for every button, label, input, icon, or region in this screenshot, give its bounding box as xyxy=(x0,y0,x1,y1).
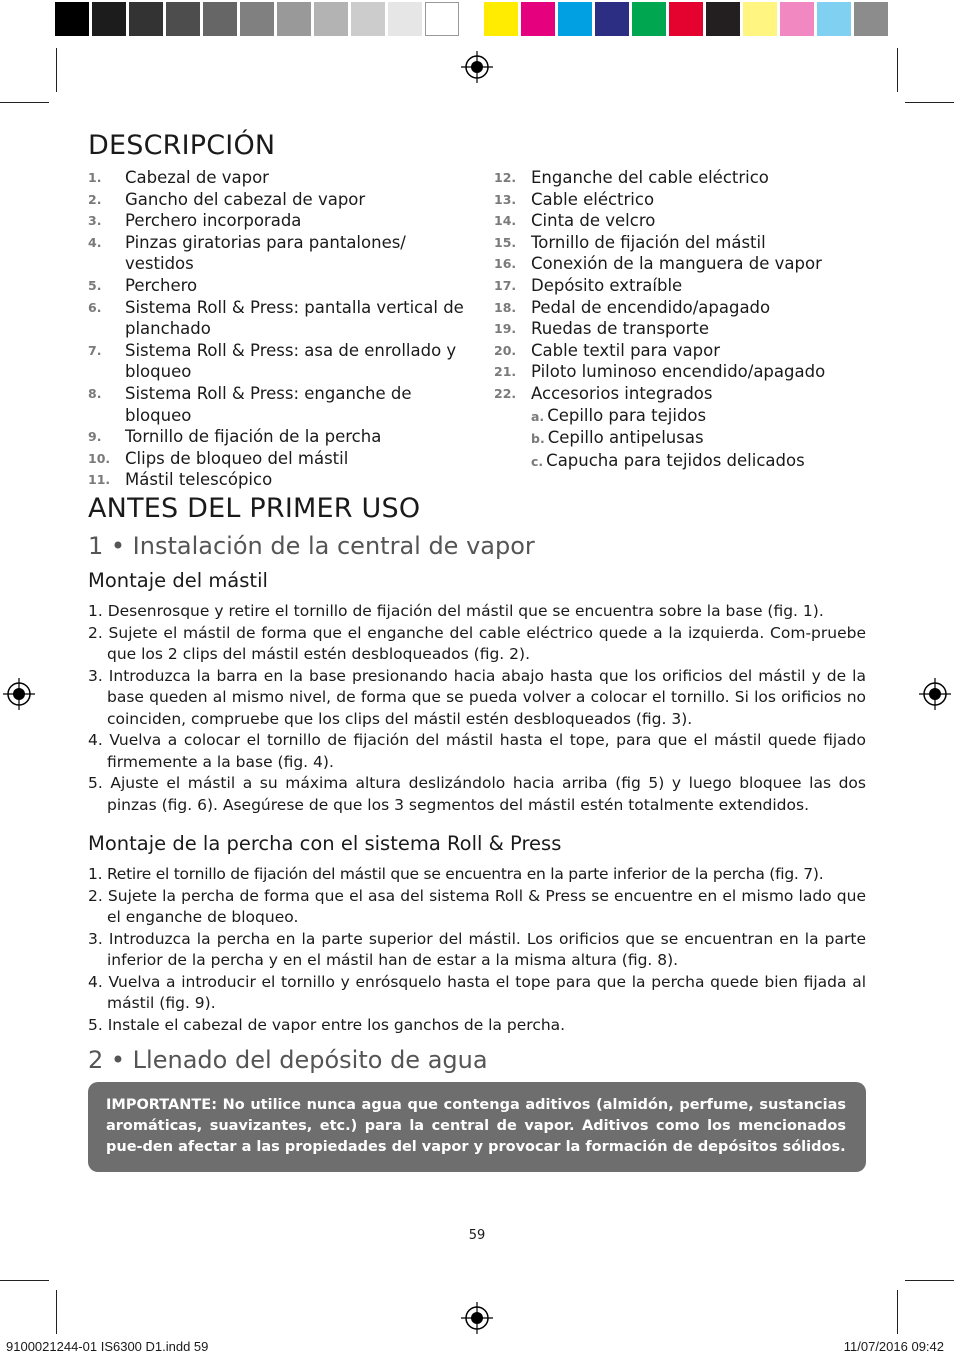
crop-mark xyxy=(0,102,49,103)
step-paragraph: 1. Desenrosque y retire el tornillo de fijación del mástil que se encuentra sobre la base (fig. 1). xyxy=(88,602,824,620)
crop-mark xyxy=(56,1290,57,1334)
color-swatch xyxy=(669,2,703,36)
list-item xyxy=(88,275,468,297)
item-number: 16. xyxy=(494,256,517,272)
accessory-letter: c. xyxy=(531,453,544,469)
list-item xyxy=(494,232,874,254)
step-paragraph: 2. Sujete la percha de forma que el asa del sistema Roll & Press se encuentre en el mismo lado que el enganche de bloqueo. xyxy=(88,886,866,926)
important-notice: IMPORTANTE: No utilice nunca agua que contenga aditivos (almidón, perfume, sustancias aromáticas, suavizantes, etc.) para la central de vapor. Aditivos como los mencionados pue-den afectar a las propiedades del vapor y provocar la formación de depósitos sólidos. xyxy=(88,1082,866,1172)
list-item xyxy=(494,210,874,232)
crop-mark xyxy=(56,48,57,92)
accessory-letter: a. xyxy=(531,408,545,424)
item-number: 22. xyxy=(494,385,517,401)
parts-list-left xyxy=(88,167,468,491)
step-paragraph: 3. Introduzca la barra en la base presionando hacia abajo hasta que los orificios del mástil y de la base queden al mismo nivel, de forma que se pueda volver a colocar el tornillo. Si los orificios no coinciden, compruebe que los clips del mástil estén desbloqueados (fig. 3). xyxy=(88,666,866,728)
color-swatch xyxy=(780,2,814,36)
color-swatch xyxy=(55,2,89,36)
accessory-item xyxy=(494,427,874,450)
color-swatch xyxy=(425,2,459,36)
color-swatch xyxy=(743,2,777,36)
list-item xyxy=(88,210,468,232)
item-number: 8. xyxy=(88,385,102,401)
item-label: Gancho del cabezal de vapor xyxy=(125,189,366,209)
accessory-item xyxy=(494,405,874,428)
color-swatch xyxy=(129,2,163,36)
section-title-descripcion: DESCRIPCIÓN xyxy=(88,130,276,161)
item-number: 4. xyxy=(88,234,102,250)
list-item xyxy=(494,253,874,275)
item-number: 20. xyxy=(494,342,517,358)
item-number: 6. xyxy=(88,299,102,315)
item-label: Tornillo de fijación del mástil xyxy=(531,232,766,252)
accessory-item xyxy=(494,450,874,473)
step-paragraph: 5. Ajuste el mástil a su máxima altura deslizándolo hacia arriba (fig 5) y luego bloquee las dos pinzas (fig. 6). Asegúrese de que los 3 segmentos del mástil estén totalmente extendidos. xyxy=(88,774,866,814)
subsection-title-instalacion: 1 • Instalación de la central de vapor xyxy=(88,532,535,560)
color-swatch xyxy=(854,2,888,36)
color-swatch xyxy=(351,2,385,36)
registration-mark-icon xyxy=(461,51,493,83)
crop-mark xyxy=(897,48,898,92)
item-label: Pinzas giratorias para pantalones/ vestidos xyxy=(125,232,406,274)
registration-mark-icon xyxy=(461,1302,493,1334)
list-item xyxy=(88,448,468,470)
list-item xyxy=(88,189,468,211)
item-number: 12. xyxy=(494,170,517,185)
heading-montaje-percha: Montaje de la percha con el sistema Roll & Press xyxy=(88,832,562,855)
step-paragraph: 1. Retire el tornillo de fijación del mástil que se encuentra en la parte inferior de la percha (fig. 7). xyxy=(88,865,824,883)
color-swatch xyxy=(484,2,518,36)
item-label: Cable eléctrico xyxy=(531,189,655,209)
color-swatch xyxy=(203,2,237,36)
color-swatch xyxy=(706,2,740,36)
color-swatch xyxy=(92,2,126,36)
color-swatch xyxy=(817,2,851,36)
registration-mark-icon xyxy=(3,678,35,710)
list-item xyxy=(494,318,874,340)
page-number: 59 xyxy=(468,1228,486,1243)
item-number: 1. xyxy=(88,170,102,185)
color-swatch xyxy=(558,2,592,36)
item-number: 2. xyxy=(88,191,102,207)
item-label: Perchero xyxy=(125,275,198,295)
item-label: Tornillo de fijación de la percha xyxy=(125,427,382,447)
accessory-label: Cepillo antipelusas xyxy=(547,428,704,448)
item-number: 15. xyxy=(494,234,517,250)
item-label: Cabezal de vapor xyxy=(125,168,269,187)
item-label: Sistema Roll & Press: enganche de bloqueo xyxy=(125,383,412,425)
item-number: 3. xyxy=(88,213,102,229)
item-label: Sistema Roll & Press: asa de enrollado y bloqueo xyxy=(125,340,457,382)
item-number: 11. xyxy=(88,472,111,488)
color-swatch xyxy=(595,2,629,36)
step-paragraph: 4. Vuelva a colocar el tornillo de fijación del mástil hasta el tope, para que el mástil quede fijado firmemente a la base (fig. 4). xyxy=(88,731,866,771)
mastil-steps xyxy=(88,601,866,816)
list-item xyxy=(494,383,874,405)
slug-date-time: 11/07/2016 09:42 xyxy=(843,1339,944,1354)
subsection-title-llenado: 2 • Llenado del depósito de agua xyxy=(88,1046,488,1074)
heading-montaje-mastil: Montaje del mástil xyxy=(88,569,268,592)
registration-mark-icon xyxy=(919,678,951,710)
item-label: Conexión de la manguera de vapor xyxy=(531,254,822,274)
grayscale-bar xyxy=(55,2,462,38)
item-number: 5. xyxy=(88,277,102,293)
color-swatch xyxy=(388,2,422,36)
item-number: 13. xyxy=(494,191,517,207)
list-item xyxy=(494,340,874,362)
crop-mark xyxy=(0,1280,49,1281)
percha-steps xyxy=(88,864,866,1036)
color-swatch xyxy=(521,2,555,36)
crop-mark xyxy=(905,1280,954,1281)
list-item xyxy=(88,383,468,426)
list-item xyxy=(494,275,874,297)
list-item xyxy=(494,297,874,319)
step-paragraph: 2. Sujete el mástil de forma que el enganche del cable eléctrico quede a la izquierda. Com-pruebe que los 2 clips del mástil estén desbloqueados (fig. 2). xyxy=(88,623,866,663)
crop-mark xyxy=(905,102,954,103)
color-swatch xyxy=(240,2,274,36)
list-item xyxy=(88,426,468,448)
step-paragraph: 3. Introduzca la percha en la parte superior del mástil. Los orificios que se encuentran en la parte inferior de la percha y en el mástil han de estar a la misma altura (fig. 8). xyxy=(88,929,866,969)
item-label: Perchero incorporada xyxy=(125,211,302,231)
list-item xyxy=(494,361,874,383)
item-label: Cable textil para vapor xyxy=(531,340,721,360)
accessory-label: Capucha para tejidos delicados xyxy=(546,450,805,470)
item-number: 7. xyxy=(88,342,102,358)
item-label: Cinta de velcro xyxy=(531,211,656,231)
item-number: 10. xyxy=(88,450,111,466)
item-label: Sistema Roll & Press: pantalla vertical de planchado xyxy=(125,297,464,339)
color-bar xyxy=(484,2,891,38)
item-number: 18. xyxy=(494,299,517,315)
list-item xyxy=(88,232,468,275)
color-swatch xyxy=(314,2,348,36)
item-number: 19. xyxy=(494,321,517,337)
item-number: 9. xyxy=(88,429,102,445)
slug-file-info: 9100021244-01 IS6300 D1.indd 59 xyxy=(6,1339,209,1354)
list-item xyxy=(88,297,468,340)
item-number: 17. xyxy=(494,277,517,293)
parts-list-right xyxy=(494,167,874,472)
item-number: 14. xyxy=(494,213,517,229)
item-label: Ruedas de transporte xyxy=(531,319,710,339)
step-paragraph: 4. Vuelva a introducir el tornillo y enrósquelo hasta el tope para que la percha quede bien fijada al mástil (fig. 9). xyxy=(88,972,866,1012)
list-item xyxy=(494,189,874,211)
item-label: Piloto luminoso encendido/apagado xyxy=(531,362,826,382)
item-number: 21. xyxy=(494,364,517,380)
color-swatch xyxy=(632,2,666,36)
item-label: Mástil telescópico xyxy=(125,470,273,490)
list-item xyxy=(88,167,468,189)
item-label: Enganche del cable eléctrico xyxy=(531,168,769,187)
accessory-letter: b. xyxy=(531,431,545,447)
step-paragraph: 5. Instale el cabezal de vapor entre los ganchos de la percha. xyxy=(88,1015,566,1034)
color-swatch xyxy=(277,2,311,36)
list-item xyxy=(494,167,874,189)
item-label: Pedal de encendido/apagado xyxy=(531,297,771,317)
item-label: Depósito extraíble xyxy=(531,275,683,295)
accessory-label: Cepillo para tejidos xyxy=(547,405,707,425)
section-title-antes: ANTES DEL PRIMER USO xyxy=(88,493,421,524)
list-item xyxy=(88,469,468,491)
list-item xyxy=(88,340,468,383)
item-label: Accesorios integrados xyxy=(531,383,713,403)
crop-mark xyxy=(897,1290,898,1334)
item-label: Clips de bloqueo del mástil xyxy=(125,448,349,468)
color-swatch xyxy=(166,2,200,36)
